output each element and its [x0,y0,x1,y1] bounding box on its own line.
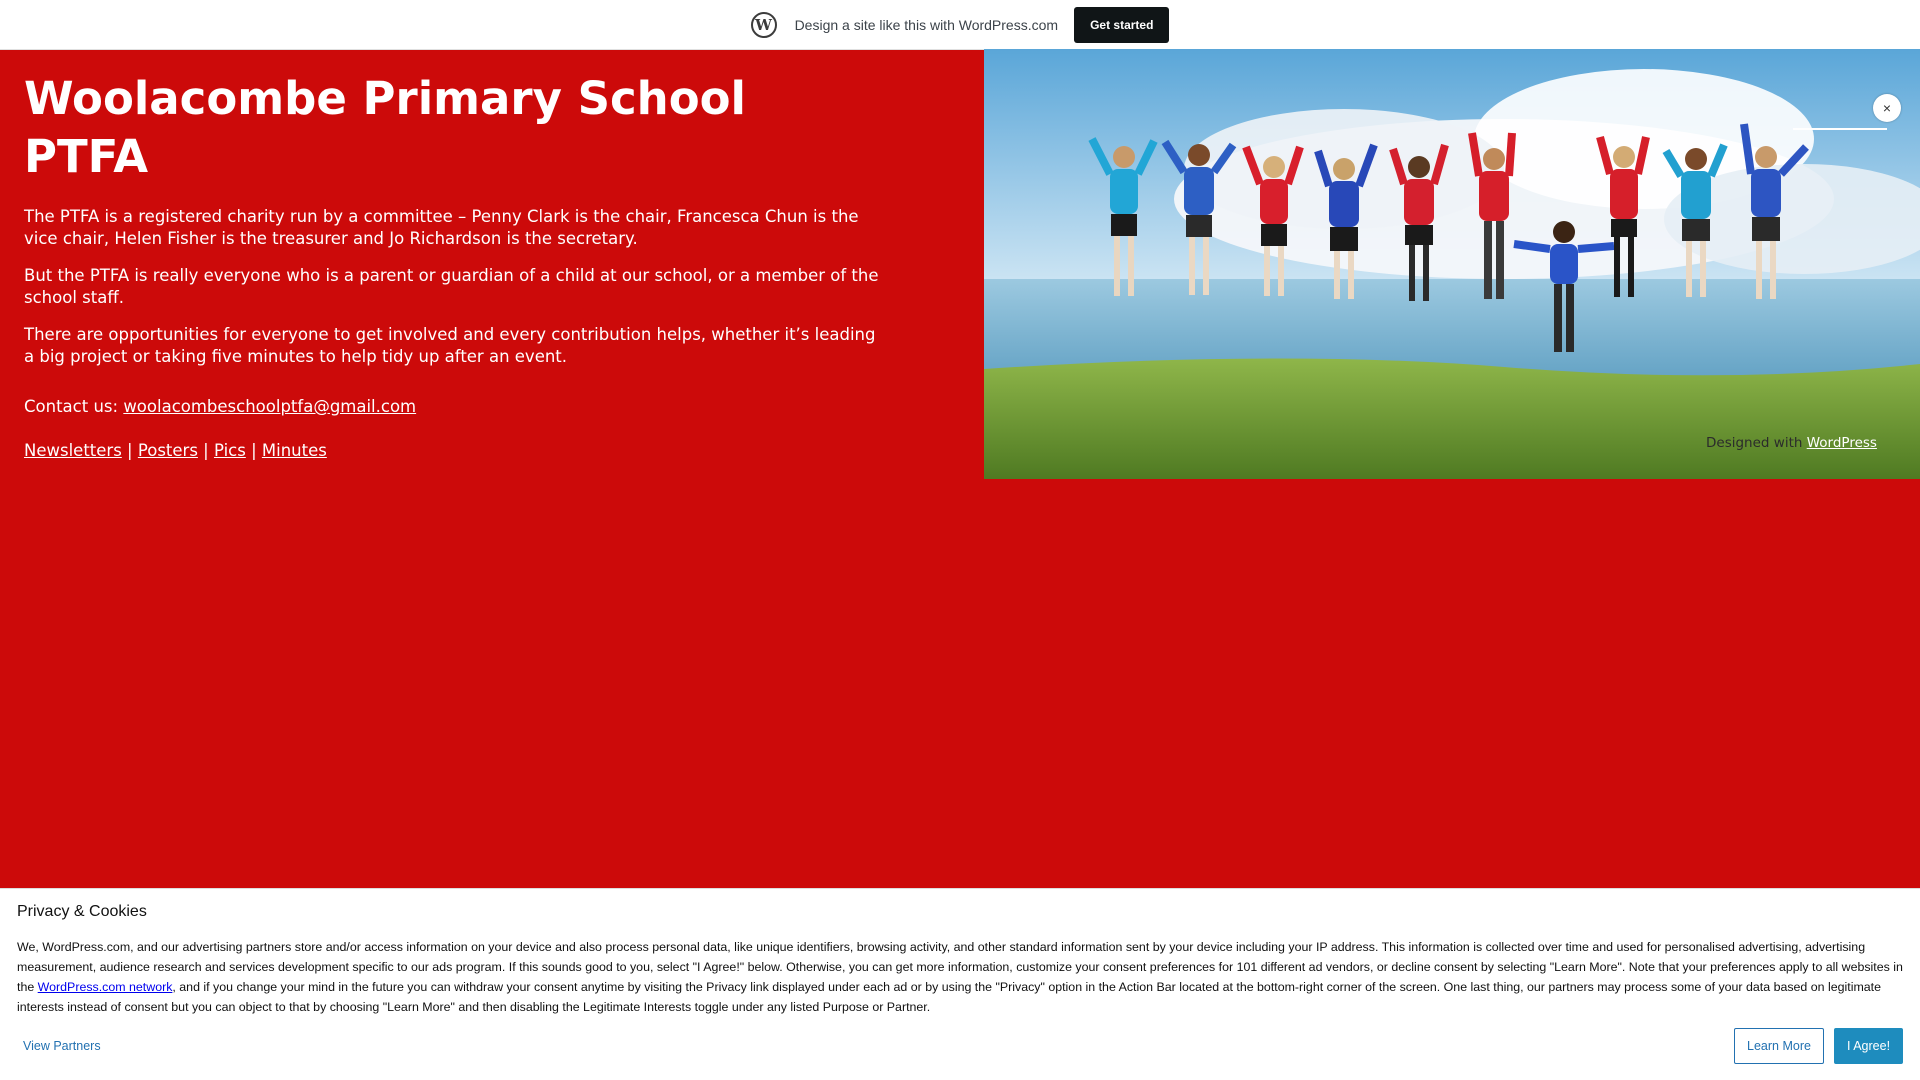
wordpress-network-link[interactable]: WordPress.com network [37,980,173,994]
designed-with-credit [1706,435,1877,451]
contact-email-link[interactable]: woolacombeschoolptfa@gmail.com [123,397,417,416]
i-agree-button[interactable]: I Agree! [1834,1028,1903,1064]
cookie-text-part-2: , and if you change your mind in the future you can withdraw your consent anytime by visiting the Privacy link displayed under each ad or by using the "Privacy" option in the Action Bar located at the bottom-right corner of the screen. One last thing, our partners may process some of your data based on legitimate interests instead of consent but you can object to that by choosing "Learn More" and then disabling the Legitimate Interests toggle under any listed Purpose or Partner. [17,980,1882,1014]
wordpress-logo-icon[interactable]: W [751,12,777,38]
cookie-banner-title: Privacy & Cookies [17,903,147,920]
pics-link[interactable]: Pics [213,441,246,460]
hero-caption-line [1793,128,1887,130]
contact-line [24,396,884,418]
promo-text: Design a site like this with WordPress.com [794,16,1059,33]
privacy-cookies-banner [0,888,1920,1080]
posters-link[interactable]: Posters [137,441,198,460]
link-separator: | [121,441,138,460]
intro-paragraph-2: But the PTFA is really everyone who is a parent or guardian of a child at our school, or a member of the school staff. [24,266,879,307]
intro-paragraph-1: The PTFA is a registered charity run by a committee – Penny Clark is the chair, Francesca Chun is the vice chair, Helen Fisher is the treasurer and Jo Richardson is the secretary. [24,207,859,248]
section-links [24,440,884,462]
get-started-button[interactable]: Get started [1074,7,1169,43]
cookie-banner-text [17,937,1907,1017]
site-title: Woolacombe Primary School PTFA [24,72,746,183]
site-content [24,70,884,462]
link-separator: | [245,441,262,460]
link-separator: | [197,441,214,460]
cookie-text-part-1: We, WordPress.com, and our advertising partners store and/or access information on your device and also process personal data, like unique identifiers, browsing activity, and other standard information sent by your device including your IP address. This information is collected over time and used for personalised advertising, advertising measurement, audience research and services development specific to our ads program. If this sounds good to you, select "I Agree!" below. Otherwise, you can get more information, customize your consent preferences for 101 different ad vendors, or decline consent by selecting "Learn More". Note that your preferences apply to all websites in the [17,940,1903,994]
view-partners-link[interactable]: View Partners [23,1039,101,1053]
hero-image [984,49,1920,479]
hero-illustration [984,49,1920,479]
contact-label: Contact us: [24,397,124,416]
learn-more-button[interactable]: Learn More [1734,1028,1824,1064]
close-icon[interactable]: × [1873,94,1901,122]
intro-paragraph-3: There are opportunities for everyone to get involved and every contribution helps, whether it’s leading a big project or taking five minutes to help tidy up after an event. [24,325,876,366]
wordpress-promo-bar [0,0,1920,50]
minutes-link[interactable]: Minutes [261,441,327,460]
newsletters-link[interactable]: Newsletters [24,441,122,460]
designed-with-label: Designed with [1706,435,1807,451]
wordpress-credit-link[interactable]: WordPress [1806,435,1877,451]
